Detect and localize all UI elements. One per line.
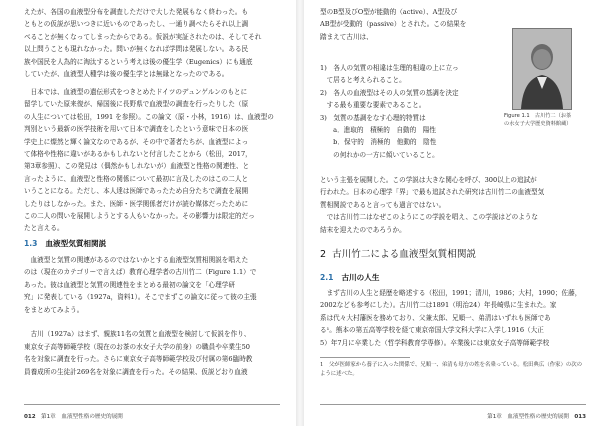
photo-caption-line-2: の水女子大学歴史資料館蔵） [504,121,572,127]
text-line: あった。彼は血液型と気質の関連性をまとめる最初の論文を「心理学研 [24,280,235,289]
chapter-title: 古川竹二による血液型気質相関説 [332,249,477,260]
text-line: べることが無くなってしまったからである。仮説が実証されたのは、そしてそれ [24,32,262,41]
subsection-heading-2-1 [320,272,379,283]
text-line: という主張を展開した。この学説は大きな関心を呼び、300以上の追試が [320,176,537,184]
list-line: て居ると考えられること。 [320,76,406,85]
text-line: 究」に発表している（1927a，資料1）。そこでまずこの論文に従って彼の主張 [24,293,257,302]
footnote-rule [320,357,410,358]
footer-rule-right [320,404,586,405]
text-line: 族や国民を人為的に淘汰するという考えは後の優生学（Eugenics）にも通底 [24,57,253,66]
text-line: いうことになる。ただし、本人達は医師であったため自分たちで調査を展開 [24,187,249,196]
numbered-claims [320,62,502,161]
section-title: 血液型気質相関説 [45,239,107,248]
text-line: していたが、血液型人種学は後の優生学とは無縁となったのである。 [24,70,229,79]
right-footer [487,412,586,420]
text-line: 結末を迎えたのであろうか。 [320,225,406,234]
text-line [24,316,280,328]
list-line: する最も重要な要素であること。 [320,101,426,110]
portrait-figure [513,29,571,109]
text-line: 質相関説であると言っても過言ではない。 [320,200,446,209]
section-number: 1.3 [24,239,38,248]
text-line: 古川（1927a）はまず、親族11名の気質と血液型を検討して仮説を作り、 [24,330,251,339]
text-line: 言ったように、血液型と性格の関係について最初に言及したのはこの二人と [24,174,249,183]
text-line: 留学していた原来復が、帰国後に長野県で血液型の調査を行ったりした（原 [24,100,249,109]
list-line: 2) 各人の血液型はその人の気質の基調を決定 [320,88,459,97]
portrait-photo [512,28,572,110]
text-line: 行われた。日本の心理学「界」で最も追試された研究は古川竹二の血液型気 [320,188,545,197]
page-number: 012 [24,414,36,420]
chapter-heading-2 [320,246,476,260]
subsection-title: 古川の人生 [341,273,380,282]
page-number-right: 013 [574,414,586,420]
text-line: 学史上に燦然と輝く論文なのであるが、その中で著者たちが、血液型によっ [24,137,249,146]
text-line: 名を対象に調査を行った。さらに東京女子高等師範学校及び付属の第6臨時教 [24,355,253,364]
text-line: この二人の問いを展開しようとする人もいなかった。その影響力は限定的だっ [24,212,255,221]
text-line: ともとの仮説が思いつきに近いものであったし、一通り調べたらそれ以上調 [24,20,249,29]
text-line: の人生については松田，1991 を参照）。この論文（原・小林，1916）は、血液型の [24,112,274,121]
text-line: 員養成所の生徒計269名を対象に調査を行った。その結果、仮説どおり血液 [24,367,248,376]
text-line: て体格や性格に違いがあるかもしれないと付言したことから（松田，2017， [24,150,252,159]
text-line: 系は代々大村藩医を務めており、父兼太郎、兄順一、弟清はいずれも医師であ [320,313,551,322]
text-line: のは（現在のカテゴリーで言えば）教育心理学者の古川竹二（Figure 1.1）で [24,268,257,277]
text-line: まず古川の人生と経歴を略述する（松田，1991；清川，1986；大村，1990；佐藤， [320,289,582,297]
list-line: 3) 気質の基調をなす心理的特質は [320,113,426,122]
text-line: 血液型と気質の関連があるのではないかとする血液型気質相関説を唱えた [24,256,249,264]
text-line: では古川竹二はなぜこのようにこの学説を唱え、この学説はどのような [320,213,538,222]
running-head-right: 第1章 血液型性格の歴史的展開 [487,414,569,420]
left-paragraph-1 [24,6,280,80]
photo-caption [504,112,584,128]
footer-rule [24,404,280,405]
text-line: をまとめてみよう。 [24,305,84,314]
running-head: 第1章 血液型性格の歴史的展開 [41,414,123,420]
photo-caption-line-1: Figure 1.1 古川竹二（お茶 [504,113,572,119]
text-line: 日本では、血液型の遺伝形式をつきとめたドイツのデュンゲルンのもとに [24,88,248,96]
subsection-number: 2.1 [320,273,334,282]
left-page [0,0,296,426]
left-footer [24,412,123,420]
subsection-body [320,287,586,349]
text-line: 判別という最新の医学技術を用いて日本で調査をしたという意味で日本の医 [24,125,249,134]
text-line: えたが、各国の血液型分布を調査しただけで大した発展もなく終わった。も [24,8,249,16]
book-gutter [296,0,304,426]
list-line: b．保守的 消極的 他動的 陰性 [320,138,437,147]
text-line: 踏まえて古川は、 [320,32,373,41]
list-line: の何れかの一方に傾いていること。 [320,150,439,159]
text-line: 5）年7月に卒業した（哲学科教育学専修）。卒業後には東京女子高等師範学校 [320,338,550,347]
footnote: 1 父が医師家から養子に入った関係で、兄順一、弟清も母方の姓を名乗っている。松田典広（作家）の次のように述べた。 [320,362,583,377]
list-line: 1) 各人の気質の相違は生理的相違の上に立っ [320,64,459,72]
text-line: したりはしなかった。また、医師・医学関係者だけが読む媒体だったために [24,199,249,208]
text-line: 第3章参照）、この発見は（偶然かもしれないが）血液型と性格の関連性、と [24,162,250,171]
text-line: 2002なども参考にした）。古川竹二は1891（明治24）年長崎県に生まれた。家 [320,301,557,310]
text-line: る¹。熊本の第五高等学校を経て東京帝国大学文科大学に入学し1916（大正 [320,326,544,335]
text-line: AB型が受動的（passive）とされた。この結果を [320,20,467,29]
text-line: 型のB型及びO型が能動的（active）、A型及び [320,8,458,16]
text-line: たと言える。 [24,224,64,233]
text-line: 以上問うことも現れなかった。問いが無くなれば学問は発展しない。ある民 [24,45,249,54]
right-page [304,0,600,426]
section-heading-1-3 [24,238,106,249]
section-body [24,254,280,378]
left-paragraph-2 [24,86,280,235]
right-conclusion [320,174,586,236]
list-line: a．進取的 積極的 自動的 陽性 [320,126,437,135]
chapter-number: 2 [320,249,327,260]
text-line: 東京女子高等師範学校（現在のお茶の水女子大学の前身）の職員や卒業生50 [24,342,250,351]
right-intro [320,6,500,43]
